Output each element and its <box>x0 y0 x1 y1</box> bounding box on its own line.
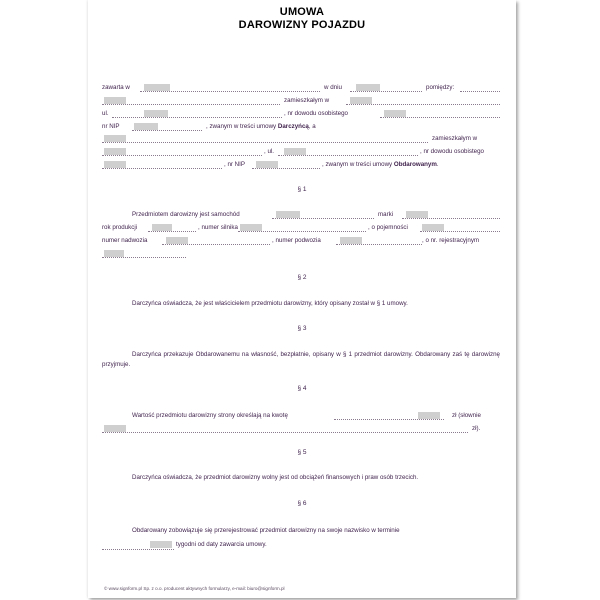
s1-chassis-line <box>336 244 422 245</box>
donor-city-line <box>346 104 500 105</box>
between-field-line <box>460 91 500 92</box>
s3-text: Darczyńca przekazuje Obdarowanemu na własność, bezpłatnie, opisany w § 1 przedmiot darowizny. Obdarowany zaś tę darowiznę przyjmuje. <box>102 351 500 368</box>
s4-amount-field[interactable] <box>418 412 440 419</box>
donee-name-field[interactable] <box>104 135 126 142</box>
donor-city-field[interactable] <box>350 97 372 104</box>
donor-id-line <box>380 117 500 118</box>
between-label: pomiędzy: <box>426 84 455 91</box>
section-2-heading: § 2 <box>297 274 307 281</box>
donor-role-text: , zwanym w treści umowy Darczyńcą, a <box>206 123 316 130</box>
donee-street-field[interactable] <box>284 148 306 155</box>
s1-engine-label: , numer silnika <box>198 224 238 231</box>
s1-reg-field[interactable] <box>104 250 124 257</box>
s1-chassis-field[interactable] <box>340 237 362 244</box>
date-field-line <box>350 91 422 92</box>
s4-close-label: zł). <box>472 425 481 432</box>
donor-name-field[interactable] <box>104 97 126 104</box>
s4-text: Wartość przedmiotu darowizny strony określają na kwotę <box>132 412 288 419</box>
date-field[interactable] <box>356 84 380 91</box>
donor-nip-line <box>132 130 202 131</box>
donee-residing-label: zamieszkałym w <box>432 135 478 142</box>
s1-engine-line <box>238 231 366 232</box>
section-6-heading: § 6 <box>297 500 307 507</box>
s1-year-line <box>148 231 196 232</box>
s4-words-field[interactable] <box>104 425 126 432</box>
document-page <box>88 0 516 598</box>
concluded-in-label: zawarta w <box>102 84 130 91</box>
s1-reg-line <box>102 257 186 258</box>
donor-name-line <box>102 104 280 105</box>
donor-street-field[interactable] <box>144 110 168 117</box>
donee-id-line <box>102 168 222 169</box>
donee-name-line <box>102 142 428 143</box>
s1-year-field[interactable] <box>152 224 172 231</box>
s6-text: Obdarowany zobowiązuje się przerejestrować przedmiot darowizny na swoje nazwisko w terminie <box>132 527 400 534</box>
donor-id-label: , nr dowodu osobistego <box>284 110 348 117</box>
section-4-heading: § 4 <box>297 385 307 392</box>
section-3-heading: § 3 <box>297 325 307 332</box>
s1-vin-line <box>162 244 270 245</box>
s1-vin-field[interactable] <box>166 237 188 244</box>
donor-street-line <box>112 117 282 118</box>
place-field[interactable] <box>144 84 170 91</box>
s2-text: Darczyńca oświadcza, że jest właścicielem przedmiotu darowizny, który opisany został w § 1 umowy. <box>132 300 408 307</box>
donee-city-line <box>102 155 262 156</box>
document-title-line1: UMOWA <box>279 6 325 18</box>
s4-currency-label: zł (słownie <box>452 412 481 419</box>
donor-residing-label: zamieszkałym w <box>284 97 330 104</box>
s5-text: Darczyńca oświadcza, że przedmiot darowizny wolny jest od obciążeń finansowych i praw osób trzecich. <box>132 474 419 481</box>
s6-weeks-field[interactable] <box>150 541 172 548</box>
s1-reg-label: , o nr. rejestracyjnym <box>422 237 480 244</box>
s4-amount-line <box>334 419 444 420</box>
s1-chassis-label: , numer podwozia <box>272 237 321 244</box>
donee-id-label: , nr dowodu osobistego <box>420 148 484 155</box>
donor-nip-label: nr NIP <box>102 123 120 130</box>
s1-capacity-line <box>420 231 500 232</box>
section-5-heading: § 5 <box>297 449 307 456</box>
s1-year-label: rok produkcji <box>102 224 138 231</box>
donor-street-label: ul. <box>102 110 109 117</box>
donor-role-name: Darczyńcą <box>277 123 309 130</box>
donee-street-label: , ul. <box>264 148 274 155</box>
s1-capacity-field[interactable] <box>422 224 444 231</box>
donee-nip-line <box>252 168 320 169</box>
s1-vin-label: numer nadwozia <box>102 237 148 244</box>
donor-nip-field[interactable] <box>134 123 158 130</box>
donee-nip-field[interactable] <box>256 161 278 168</box>
s1-capacity-label: , o pojemności <box>368 224 408 231</box>
s1-car-field[interactable] <box>276 211 300 218</box>
s1-brand-label: marki <box>378 211 394 218</box>
donee-role-text: , zwanym w treści umowy Obdarowanym. <box>322 161 439 168</box>
donee-nip-label: , nr NIP <box>224 161 245 168</box>
donee-id-field[interactable] <box>104 161 126 168</box>
on-day-label: w dniu <box>324 84 342 91</box>
s1-brand-field[interactable] <box>406 211 428 218</box>
s6-text-end: tygodni od daty zawarcia umowy. <box>176 541 267 548</box>
s6-weeks-line <box>102 549 174 550</box>
donee-street-line <box>278 155 418 156</box>
s1-brand-line <box>402 218 500 219</box>
donee-city-field[interactable] <box>104 148 126 155</box>
place-field-line <box>140 91 320 92</box>
s1-car-line <box>272 218 374 219</box>
s1-engine-field[interactable] <box>240 224 262 231</box>
s4-words-line <box>102 432 468 433</box>
section-1-heading: § 1 <box>297 186 307 193</box>
page-footer: © www.signform.pl Sp. z o.o. producent aktywnych formularzy, e-mail: biuro@signform.pl <box>104 586 285 591</box>
document-title-line2: DAROWIZNY POJAZDU <box>238 19 366 31</box>
s1-car-label: Przedmiotem darowizny jest samochód <box>132 211 240 218</box>
donee-role-name: Obdarowanym <box>393 161 437 168</box>
donor-id-field[interactable] <box>384 110 406 117</box>
